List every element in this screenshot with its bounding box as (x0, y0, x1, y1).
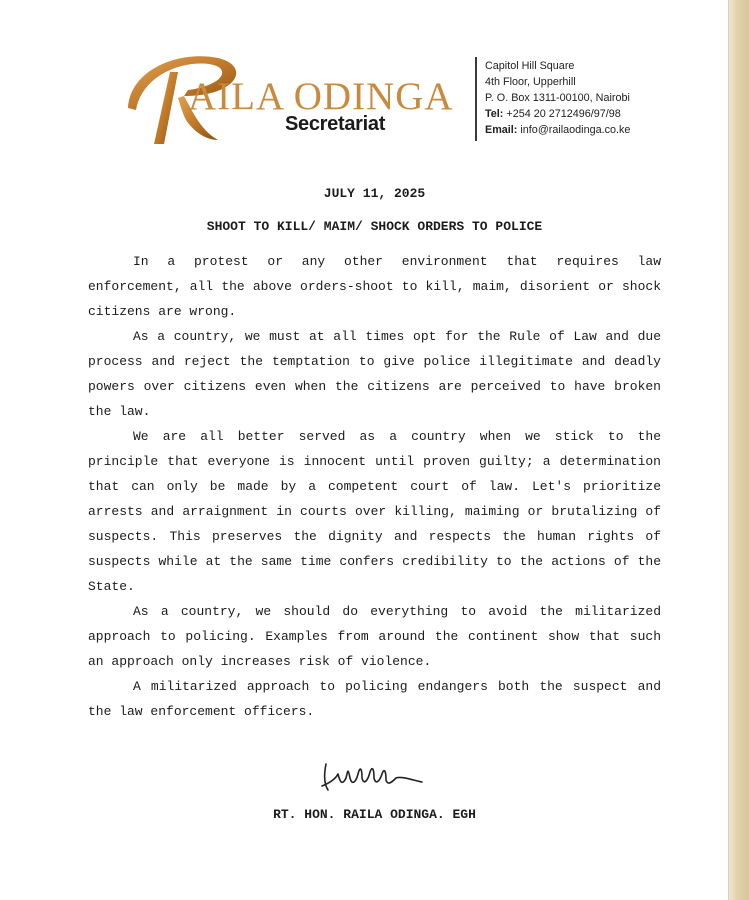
contact-block (485, 58, 630, 138)
logo-subtitle: Secretariat (285, 113, 386, 135)
telephone-line (485, 106, 630, 122)
document-date: JULY 11, 2025 (323, 186, 426, 201)
address-line-1: Capitol Hill Square (485, 60, 575, 72)
email-label: Email: (485, 124, 518, 136)
body-paragraph: As a country, we should do everything to avoid the militarized approach to policing. Examples from around the continent show that such an approach only increases risk of violence. (88, 604, 661, 669)
logo-name: AILA ODINGA (188, 75, 454, 118)
body-paragraph: In a protest or any other environment that requires law enforcement, all the above orders-shoot to kill, maim, disorient or shock citizens are wrong. (88, 254, 661, 319)
email-value: info@railaodinga.co.ke (520, 124, 631, 136)
tel-label: Tel: (485, 108, 504, 120)
body-paragraph: A militarized approach to policing endangers both the suspect and the law enforcement officers. (88, 679, 661, 719)
body-paragraph: As a country, we must at all times opt for the Rule of Law and due process and reject the temptation to give police illegitimate and deadly powers over citizens even when the citizens are perceived to have broken the law. (88, 329, 661, 419)
paper-edge (729, 0, 749, 900)
address-line-3: P. O. Box 1311-00100, Nairobi (485, 92, 630, 104)
handwritten-signature (318, 756, 428, 796)
letterhead-divider (475, 57, 477, 141)
body-paragraph: We are all better served as a country when we stick to the principle that everyone is innocent until proven guilty; a determination that can only be made by a competent court of law. Let's prioritize arrests and arraignment in courts over killing, maiming or brutalizing of suspects. This preserves the dignity and respects the human rights of suspects while at the same time confers credibility to the actions of the State. (88, 429, 661, 594)
document-title: SHOOT TO KILL/ MAIM/ SHOCK ORDERS TO POLICE (206, 219, 543, 234)
tel-value: +254 20 2712496/97/98 (506, 108, 621, 120)
document-body (88, 249, 661, 724)
signatory-name: RT. HON. RAILA ODINGA. EGH (273, 807, 476, 822)
email-line (485, 122, 630, 138)
address-line-2: 4th Floor, Upperhill (485, 76, 576, 88)
